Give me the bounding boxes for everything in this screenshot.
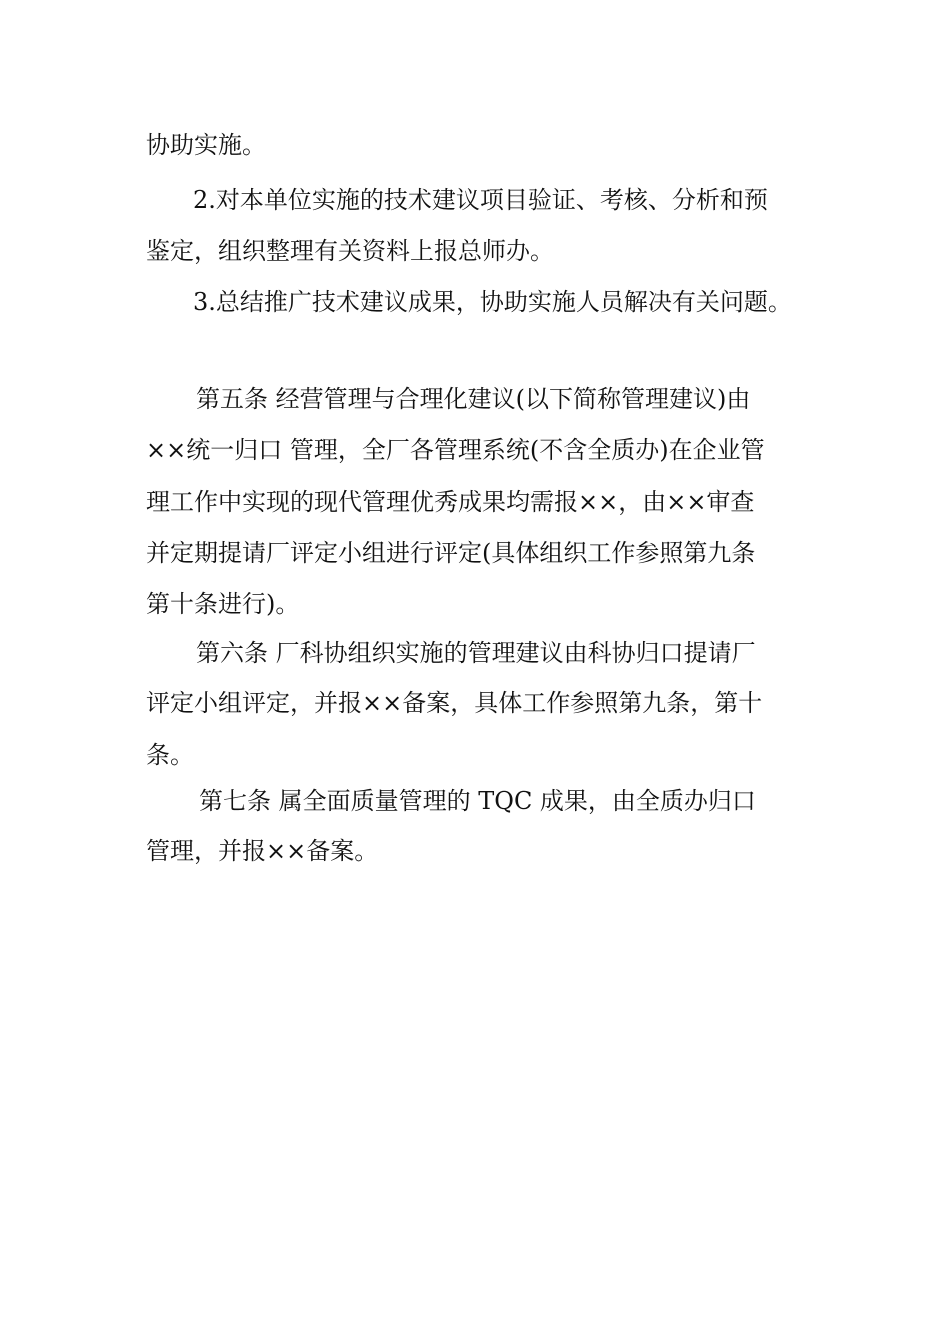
article-heading-line: 第五条 经营管理与合理化建议(以下简称管理建议)由	[196, 385, 751, 413]
paragraph-line: 鉴定，组织整理有关资料上报总师办。	[146, 237, 554, 265]
paragraph-line: 管理，并报××备案。	[146, 837, 379, 865]
paragraph-line: 第十条进行)。	[146, 590, 300, 618]
paragraph-line: 评定小组评定，并报××备案，具体工作参照第九条，第十	[146, 689, 763, 717]
paragraph-line: 条。	[146, 741, 194, 769]
paragraph-line: 并定期提请厂评定小组进行评定(具体组织工作参照第九条	[146, 539, 756, 567]
paragraph-line: ××统一归口 管理，全厂各管理系统(不含全质办)在企业管	[146, 436, 765, 464]
article-heading-line: 第六条 厂科协组织实施的管理建议由科协归口提请厂	[196, 639, 756, 667]
paragraph-line: 协助实施。	[146, 131, 266, 159]
paragraph-line: 理工作中实现的现代管理优秀成果均需报××，由××审查	[146, 488, 755, 516]
article-heading-line: 第七条 属全面质量管理的 TQC 成果，由全质办归口	[199, 787, 756, 815]
paragraph-line: 3.总结推广技术建议成果，协助实施人员解决有关问题。	[193, 288, 792, 316]
paragraph-line: 2.对本单位实施的技术建议项目验证、考核、分析和预	[193, 186, 768, 214]
